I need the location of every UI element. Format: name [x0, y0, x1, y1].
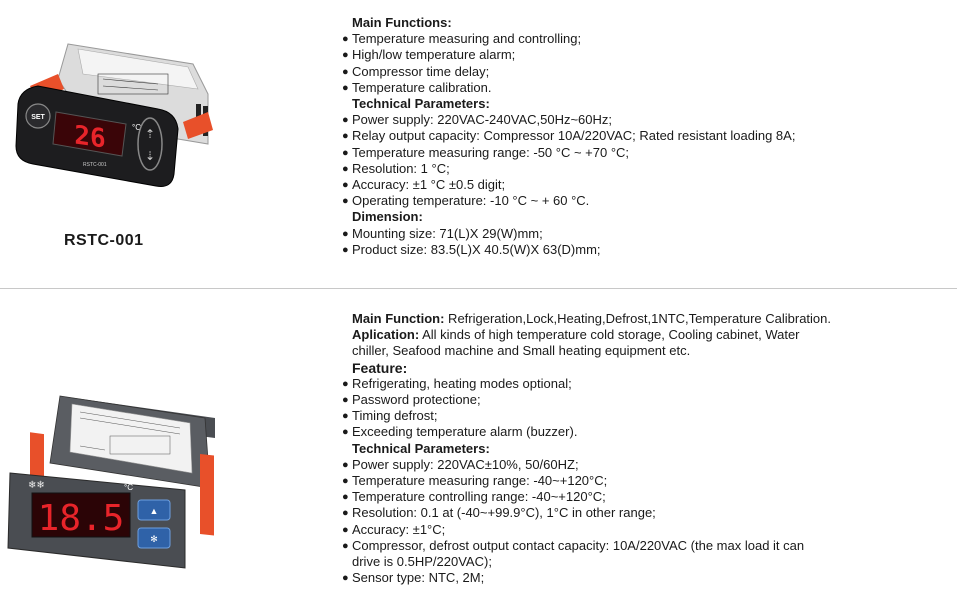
section-divider: [0, 288, 957, 289]
list-item-text: Exceeding temperature alarm (buzzer).: [352, 424, 578, 440]
list-item: [342, 505, 831, 521]
bullet-icon: ●: [342, 227, 349, 240]
bullet-icon: ●: [342, 458, 349, 471]
list-item-continued: drive is 0.5HP/220VAC);: [352, 554, 492, 570]
list-item-text: Sensor type: NTC, 2M;: [352, 570, 485, 586]
inline-text: All kinds of high temperature cold storage, Cooling cabinet, Water: [419, 327, 800, 343]
list-item: [342, 31, 795, 47]
list-item: [342, 226, 795, 242]
right-clip: [200, 454, 214, 535]
set-button-label: SET: [31, 114, 45, 121]
list-item-text: Temperature measuring range: -40~+120°C;: [352, 473, 608, 489]
list-item-text: Power supply: 220VAC-240VAC,50Hz~60Hz;: [352, 112, 613, 128]
list-item-text: Timing defrost;: [352, 408, 438, 424]
list-item-text: Relay output capacity: Compressor 10A/220VAC; Rated resistant loading 8A;: [352, 128, 796, 144]
main-function-line: [342, 311, 831, 327]
list-item-text: Refrigerating, heating modes optional;: [352, 375, 572, 391]
application-line-2: chiller, Seafood machine and Small heating equipment etc.: [352, 343, 691, 359]
bullet-icon: ●: [342, 523, 349, 536]
list-item: [342, 64, 795, 80]
list-item: [342, 242, 795, 258]
unit-label: °C: [132, 123, 141, 132]
list-item-text: Product size: 83.5(L)X 40.5(W)X 63(D)mm;: [352, 241, 601, 257]
list-item: [342, 376, 831, 392]
list-item-text: Temperature controlling range: -40~+120°C;: [352, 489, 606, 505]
list-item-text: Resolution: 1 °C;: [352, 160, 450, 176]
bullet-icon: ●: [342, 377, 349, 390]
product2-spec-text: [342, 311, 831, 586]
list-item: [342, 161, 795, 177]
bullet-icon: ●: [342, 130, 349, 143]
section-heading: Feature:: [352, 359, 408, 376]
list-item: [342, 145, 795, 161]
bullet-icon: ●: [342, 410, 349, 423]
list-item-text: Temperature measuring and controlling;: [352, 31, 582, 47]
inline-text: Refrigeration,Lock,Heating,Defrost,1NTC,Temperature Calibration.: [444, 311, 831, 326]
section-heading: Technical Parameters:: [352, 440, 490, 456]
unit-label: °C: [124, 483, 133, 492]
list-item: [342, 570, 831, 586]
bullet-icon: ●: [342, 195, 349, 208]
bullet-icon: ●: [342, 507, 349, 520]
etc-controller-image: [0, 378, 240, 583]
bullet-icon: ●: [342, 33, 349, 46]
up-arrow-icon: ⇡: [144, 127, 156, 141]
inline-label: Main Function:: [352, 311, 445, 326]
list-item: [342, 128, 795, 144]
application-line: [342, 327, 831, 343]
product-model-title: RSTC-001: [64, 232, 144, 249]
list-item-text: Password protectione;: [352, 392, 481, 408]
section-heading: Main Functions:: [352, 15, 452, 30]
list-item-text: Temperature measuring range: -50 °C ~ +70 °C;: [352, 144, 630, 160]
snowflake-icon: ❄❄: [28, 480, 45, 491]
bullet-icon: ●: [342, 572, 349, 585]
list-item: [342, 473, 831, 489]
list-item: [342, 538, 831, 554]
lcd-reading: 18.5: [37, 498, 125, 539]
section-heading: Dimension:: [352, 209, 423, 225]
bullet-icon: ●: [342, 243, 349, 256]
list-item: [342, 489, 831, 505]
bullet-icon: ●: [342, 162, 349, 175]
list-item-text: High/low temperature alarm;: [352, 47, 516, 63]
product1-spec-text: [342, 15, 795, 258]
list-item: [342, 392, 831, 408]
list-item-text: Accuracy: ±1 °C ±0.5 digit;: [352, 177, 506, 193]
rstc-001-controller-image: [8, 34, 223, 194]
list-item: [342, 80, 795, 96]
list-item: [342, 193, 795, 209]
list-item-text: Compressor, defrost output contact capacity: 10A/220VAC (the max load it can: [352, 537, 805, 553]
list-item-text: Resolution: 0.1 at (-40~+99.9°C), 1°C in other range;: [352, 505, 656, 521]
bullet-icon: ●: [342, 49, 349, 62]
section-heading: Technical Parameters:: [352, 96, 490, 112]
bullet-icon: ●: [342, 179, 349, 192]
list-item-text: Mounting size: 71(L)X 29(W)mm;: [352, 225, 543, 241]
bullet-icon: ●: [342, 114, 349, 127]
bullet-icon: ●: [342, 539, 349, 552]
list-item: [342, 424, 831, 440]
list-item-text: Compressor time delay;: [352, 63, 490, 79]
list-item: [342, 522, 831, 538]
list-item-text: Power supply: 220VAC±10%, 50/60HZ;: [352, 456, 579, 472]
bullet-icon: ●: [342, 475, 349, 488]
bullet-icon: ●: [342, 426, 349, 439]
down-arrow-icon: ⇣: [144, 149, 156, 163]
bullet-icon: ●: [342, 65, 349, 78]
list-item: [342, 47, 795, 63]
inline-label: Aplication:: [352, 327, 420, 343]
list-item-text: Operating temperature: -10 °C ~ + 60 °C.: [352, 193, 590, 209]
bullet-icon: ●: [342, 146, 349, 159]
snowflake-icon: ✻: [150, 534, 158, 544]
model-label: RSTC-001: [83, 162, 107, 168]
lcd-reading: 26: [74, 120, 106, 155]
bullet-icon: ●: [342, 394, 349, 407]
list-item-text: Temperature calibration.: [352, 79, 492, 95]
list-item: [342, 408, 831, 424]
list-item-text: Accuracy: ±1°C;: [352, 521, 446, 537]
list-item: [342, 177, 795, 193]
up-arrow-icon: ▲: [149, 506, 159, 516]
list-item: [342, 457, 831, 473]
bullet-icon: ●: [342, 491, 349, 504]
list-item: [342, 112, 795, 128]
bullet-icon: ●: [342, 81, 349, 94]
